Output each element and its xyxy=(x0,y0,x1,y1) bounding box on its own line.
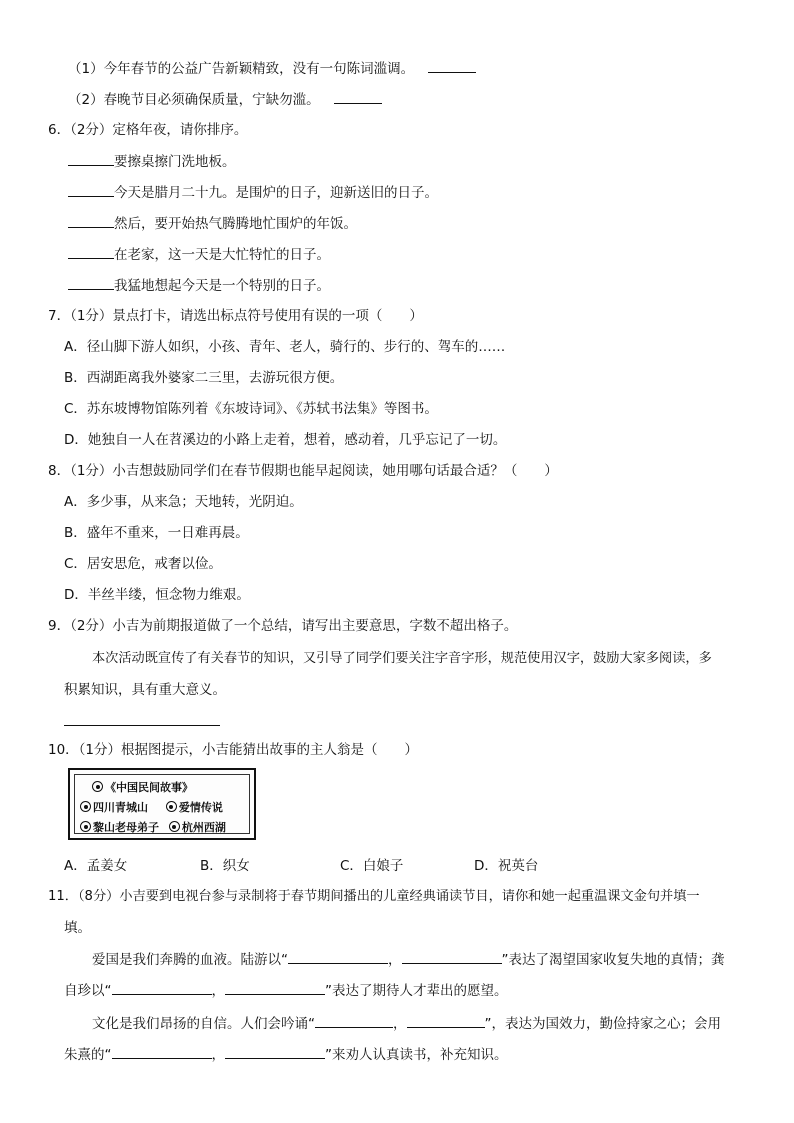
q6-line-text: 要擦桌擦门洗地板。 xyxy=(114,154,236,170)
q6-line-text: 今天是腊月二十九。是围炉的日子，迎新送旧的日子。 xyxy=(114,185,438,201)
bullet-circle-icon xyxy=(80,821,91,832)
q5-item1-answer-blank[interactable] xyxy=(428,58,476,73)
q11-stem-line1: 11．（8分）小吉要到电视台参与录制将于春节期间播出的儿童经典诵读节目，请你和她一起重温课文金句并填一 xyxy=(48,889,700,904)
q9-answer-line[interactable] xyxy=(64,725,220,726)
image-title: 《中国民间故事》 xyxy=(105,781,193,794)
q10-option-b[interactable]: B．织女 xyxy=(200,858,250,874)
q11-text: 文化是我们昂扬的自信。人们会吟诵“ xyxy=(92,1016,315,1032)
q11-text: ， xyxy=(393,1016,407,1032)
q10-option-c[interactable]: C．白娘子 xyxy=(340,858,404,874)
image-row-3 xyxy=(80,819,226,835)
image-hint-text: 爱情传说 xyxy=(178,801,223,814)
q6-line xyxy=(68,182,438,203)
q11-text: ”来劝人认真读书，补充知识。 xyxy=(325,1047,508,1063)
q9-passage-line2: 积累知识，具有重大意义。 xyxy=(64,682,226,698)
q5-item2-text: （2）春晚节目必须确保质量，宁缺勿滥。 xyxy=(68,92,320,108)
q5-item2 xyxy=(68,89,382,110)
q10-option-a[interactable]: A．孟姜女 xyxy=(64,858,128,874)
book-cover-hint-image xyxy=(68,768,256,840)
q6-line xyxy=(68,151,236,172)
q11-text: ”，表达为国效力，勤俭持家之心；会用 xyxy=(484,1016,721,1032)
q7-stem: 7．（1分）景点打卡，请选出标点符号使用有误的一项（ ） xyxy=(48,308,423,324)
q5-item1-text: （1）今年春节的公益广告新颖精致，没有一句陈词滥调。 xyxy=(68,61,415,77)
q6-order-blank[interactable] xyxy=(68,275,114,290)
image-hint-text: 四川青城山 xyxy=(93,801,148,814)
q11-paragraph1-line1 xyxy=(92,949,725,970)
q6-line xyxy=(68,213,357,234)
q6-line xyxy=(68,244,330,265)
q11-text: ， xyxy=(388,952,402,968)
q6-order-blank[interactable] xyxy=(68,213,114,228)
q11-fill-blank[interactable] xyxy=(112,980,212,995)
q5-item1 xyxy=(68,58,476,79)
q11-stem-line2: 填。 xyxy=(64,920,91,936)
bullet-circle-icon xyxy=(169,821,180,832)
q8-option-a[interactable]: A．多少事，从来急；天地转，光阴迫。 xyxy=(64,494,303,510)
q11-paragraph2-line2 xyxy=(64,1044,508,1065)
q11-text: ， xyxy=(211,983,225,999)
q6-stem: 6．（2分）定格年夜，请你排序。 xyxy=(48,122,248,138)
q9-passage-line1: 本次活动既宣传了有关春节的知识，又引导了同学们要关注字音字形，规范使用汉字，鼓励大家多阅读，多 xyxy=(92,651,712,666)
q5-item2-answer-blank[interactable] xyxy=(334,89,382,104)
q11-text: 爱国是我们奔腾的血液。陆游以“ xyxy=(92,952,288,968)
q8-stem: 8．（1分）小吉想鼓励同学们在春节假期也能早起阅读，她用哪句话最合适？（ ） xyxy=(48,463,558,479)
q11-fill-blank[interactable] xyxy=(288,949,388,964)
q11-fill-blank[interactable] xyxy=(225,1044,325,1059)
q7-option-c[interactable]: C．苏东坡博物馆陈列着《东坡诗词》、《苏轼书法集》等图书。 xyxy=(64,401,438,417)
q11-text: ”表达了渴望国家收复失地的真情；龚 xyxy=(501,952,725,968)
q11-paragraph1-line2 xyxy=(64,980,508,1001)
q11-paragraph2-line1 xyxy=(92,1013,721,1034)
image-row-2 xyxy=(80,799,223,815)
q8-option-d[interactable]: D．半丝半缕，恒念物力维艰。 xyxy=(64,587,250,603)
q7-option-d[interactable]: D．她独自一人在苕溪边的小路上走着，想着，感动着，几乎忘记了一切。 xyxy=(64,432,507,448)
q11-text: ”表达了期待人才辈出的愿望。 xyxy=(325,983,508,999)
bullet-circle-icon xyxy=(80,801,91,812)
q6-line-text: 我猛地想起今天是一个特别的日子。 xyxy=(114,278,330,294)
bullet-circle-icon xyxy=(92,781,103,792)
q11-fill-blank[interactable] xyxy=(112,1044,212,1059)
q10-option-d[interactable]: D．祝英台 xyxy=(474,858,539,874)
image-hint-text: 黎山老母弟子 xyxy=(93,821,159,834)
q6-order-blank[interactable] xyxy=(68,182,114,197)
image-title-row xyxy=(92,779,193,795)
bullet-circle-icon xyxy=(166,801,177,812)
q6-order-blank[interactable] xyxy=(68,244,114,259)
q9-stem: 9．（2分）小吉为前期报道做了一个总结，请写出主要意思，字数不超出格子。 xyxy=(48,618,518,634)
q11-fill-blank[interactable] xyxy=(225,980,325,995)
q11-fill-blank[interactable] xyxy=(407,1013,485,1028)
q11-fill-blank[interactable] xyxy=(315,1013,393,1028)
q11-text: ， xyxy=(211,1047,225,1063)
image-hint-text: 杭州西湖 xyxy=(181,821,226,834)
q11-text: 自珍以“ xyxy=(64,983,112,999)
q10-stem: 10．（1分）根据图提示，小吉能猜出故事的主人翁是（ ） xyxy=(48,742,419,758)
q8-option-b[interactable]: B．盛年不重来，一日难再晨。 xyxy=(64,525,249,541)
q6-order-blank[interactable] xyxy=(68,151,114,166)
q11-fill-blank[interactable] xyxy=(402,949,502,964)
q8-option-c[interactable]: C．居安思危，戒奢以俭。 xyxy=(64,556,222,572)
q6-line-text: 在老家，这一天是大忙特忙的日子。 xyxy=(114,247,330,263)
q6-line-text: 然后，要开始热气腾腾地忙围炉的年饭。 xyxy=(114,216,357,232)
q6-line xyxy=(68,275,330,296)
q7-option-b[interactable]: B．西湖距离我外婆家二三里，去游玩很方便。 xyxy=(64,370,344,386)
q7-option-a[interactable]: A．径山脚下游人如织，小孩、青年、老人，骑行的、步行的、驾车的…… xyxy=(64,339,506,355)
q11-text: 朱熹的“ xyxy=(64,1047,112,1063)
